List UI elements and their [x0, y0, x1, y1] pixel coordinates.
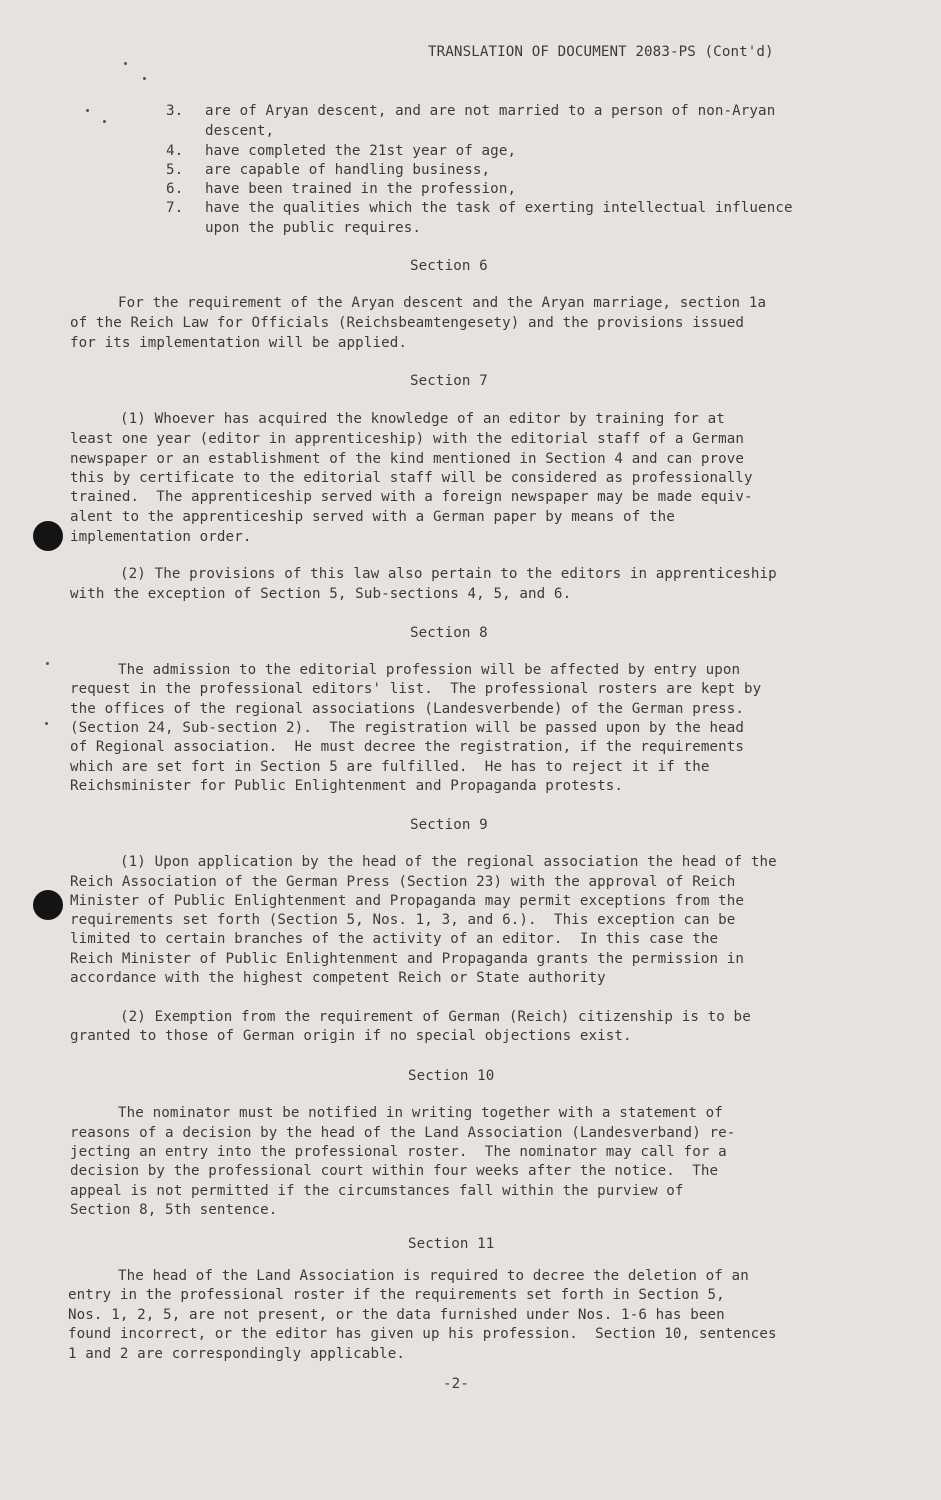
paper-speck [124, 62, 127, 65]
paragraph-line: with the exception of Section 5, Sub-sections 4, 5, and 6. [70, 586, 572, 602]
list-item-text: are capable of handling business, [205, 162, 491, 178]
list-item-number: 5. [166, 162, 184, 178]
paragraph-line: entry in the professional roster if the requirements set forth in Section 5, [68, 1287, 725, 1303]
section-heading: Section 11 [408, 1236, 495, 1252]
binder-hole [33, 890, 63, 920]
page-number: -2- [443, 1376, 469, 1392]
paragraph-line: Reichsminister for Public Enlightenment and Propaganda protests. [70, 778, 624, 794]
paragraph-line: Reich Minister of Public Enlightenment and Propaganda grants the permission in [70, 951, 745, 967]
paragraph-line: newspaper or an establishment of the kind mentioned in Section 4 and can prove [70, 451, 745, 467]
paragraph-line: alent to the apprenticeship served with a German paper by means of the [70, 509, 675, 525]
list-item-text: are of Aryan descent, and are not married to a person of non-Aryan [205, 103, 776, 119]
paragraph-line: of the Reich Law for Officials (Reichsbeamtengesety) and the provisions issued [70, 315, 745, 331]
paragraph-line: The head of the Land Association is required to decree the deletion of an [118, 1268, 749, 1284]
paragraph-line: (1) Whoever has acquired the knowledge of an editor by training for at [120, 411, 725, 427]
paragraph-line: jecting an entry into the professional roster. The nominator may call for a [70, 1144, 727, 1160]
document-header: TRANSLATION OF DOCUMENT 2083-PS (Cont'd) [428, 44, 774, 60]
section-heading: Section 9 [410, 817, 488, 833]
paragraph-line: Minister of Public Enlightenment and Propaganda may permit exceptions from the [70, 893, 745, 909]
paragraph-line: decision by the professional court within four weeks after the notice. The [70, 1163, 719, 1179]
list-item-number: 4. [166, 143, 184, 159]
list-item-number: 6. [166, 181, 184, 197]
paragraph-line: granted to those of German origin if no special objections exist. [70, 1028, 632, 1044]
paragraph-line: Section 8, 5th sentence. [70, 1202, 278, 1218]
paragraph-line: accordance with the highest competent Reich or State authority [70, 970, 606, 986]
paper-speck [103, 120, 106, 123]
section-heading: Section 10 [408, 1068, 495, 1084]
paper-speck [45, 722, 48, 725]
list-item-text: upon the public requires. [205, 220, 422, 236]
paragraph-line: which are set fort in Section 5 are fulfilled. He has to reject it if the [70, 759, 710, 775]
paragraph-line: Reich Association of the German Press (Section 23) with the approval of Reich [70, 874, 736, 890]
paragraph-line: appeal is not permitted if the circumstances fall within the purview of [70, 1183, 684, 1199]
paper-speck [86, 109, 89, 112]
paragraph-line: least one year (editor in apprenticeship) with the editorial staff of a German [70, 431, 745, 447]
paragraph-line: Nos. 1, 2, 5, are not present, or the data furnished under Nos. 1-6 has been [68, 1307, 725, 1323]
section-heading: Section 7 [410, 373, 488, 389]
paragraph-line: (2) Exemption from the requirement of German (Reich) citizenship is to be [120, 1009, 751, 1025]
paragraph-line: request in the professional editors' list. The professional rosters are kept by [70, 681, 762, 697]
paragraph-line: (1) Upon application by the head of the regional association the head of the [120, 854, 777, 870]
list-item-text: descent, [205, 123, 275, 139]
paper-speck [143, 77, 146, 80]
list-item-text: have completed the 21st year of age, [205, 143, 517, 159]
paragraph-line: this by certificate to the editorial staff will be considered as professionally [70, 470, 753, 486]
paragraph-line: 1 and 2 are correspondingly applicable. [68, 1346, 406, 1362]
paper-speck [46, 662, 49, 665]
paragraph-line: limited to certain branches of the activity of an editor. In this case the [70, 931, 719, 947]
paragraph-line: for its implementation will be applied. [70, 335, 408, 351]
paragraph-line: implementation order. [70, 529, 252, 545]
paragraph-line: For the requirement of the Aryan descent and the Aryan marriage, section 1a [118, 295, 767, 311]
list-item-number: 7. [166, 200, 184, 216]
paragraph-line: (Section 24, Sub-section 2). The registration will be passed upon by the head [70, 720, 745, 736]
paragraph-line: The nominator must be notified in writing together with a statement of [118, 1105, 723, 1121]
paragraph-line: the offices of the regional associations (Landesverbende) of the German press. [70, 701, 745, 717]
binder-hole [33, 521, 63, 551]
paragraph-line: (2) The provisions of this law also pertain to the editors in apprenticeship [120, 566, 777, 582]
list-item-text: have the qualities which the task of exerting intellectual influence [205, 200, 793, 216]
list-item-text: have been trained in the profession, [205, 181, 517, 197]
section-heading: Section 6 [410, 258, 488, 274]
paragraph-line: of Regional association. He must decree the registration, if the requirements [70, 739, 745, 755]
paragraph-line: The admission to the editorial profession will be affected by entry upon [118, 662, 741, 678]
paragraph-line: trained. The apprenticeship served with a foreign newspaper may be made equiv- [70, 489, 753, 505]
list-item-number: 3. [166, 103, 184, 119]
paragraph-line: found incorrect, or the editor has given up his profession. Section 10, sentences [68, 1326, 777, 1342]
paragraph-line: requirements set forth (Section 5, Nos. 1, 3, and 6.). This exception can be [70, 912, 736, 928]
section-heading: Section 8 [410, 625, 488, 641]
paragraph-line: reasons of a decision by the head of the Land Association (Landesverband) re- [70, 1125, 736, 1141]
